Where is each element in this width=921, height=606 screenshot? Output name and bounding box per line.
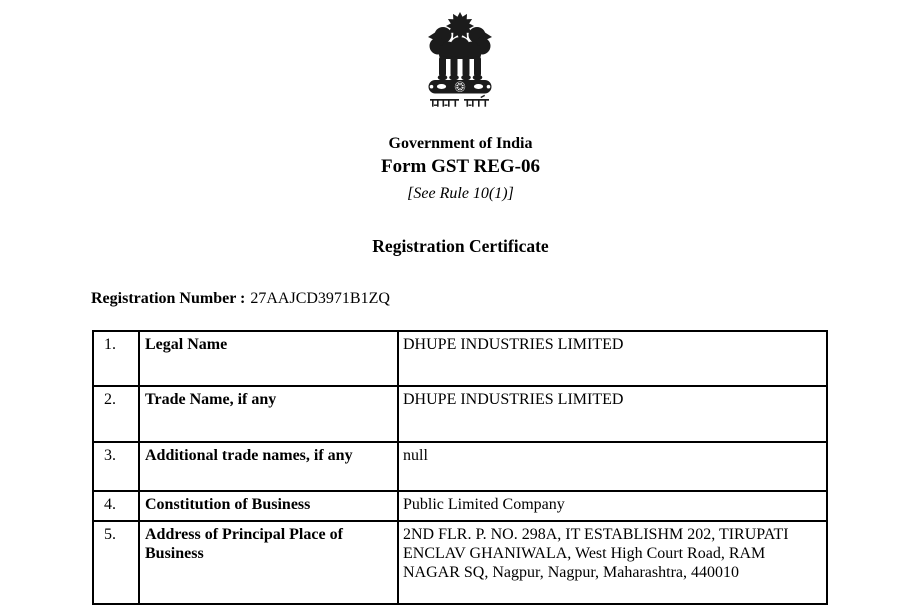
row-value: null bbox=[399, 443, 828, 492]
certificate-title: Registration Certificate bbox=[372, 236, 549, 256]
table-row-additional-trade-names bbox=[92, 443, 828, 492]
row-number: 4. bbox=[92, 492, 140, 522]
row-value: 2ND FLR. P. NO. 298A, IT ESTABLISHM 202, TIRUPATI ENCLAV GHANIWALA, West High Court Road, RAM NAGAR SQ, Nagpur, Nagpur, Maharashtra, 440010 bbox=[399, 522, 828, 605]
row-label: Additional trade names, if any bbox=[140, 443, 399, 492]
row-number: 5. bbox=[92, 522, 140, 605]
row-number: 1. bbox=[92, 330, 140, 387]
registration-number-label: Registration Number : bbox=[91, 290, 246, 307]
registration-number-value: 27AAJCD3971B1ZQ bbox=[250, 290, 390, 307]
registration-details-table bbox=[92, 330, 828, 605]
form-title: Form GST REG-06 bbox=[380, 156, 541, 177]
table-row-legal-name bbox=[92, 330, 828, 387]
table-row-principal-place-address bbox=[92, 522, 828, 605]
emblem-motto-text bbox=[499, 9, 500, 10]
table-row-constitution-of-business bbox=[92, 492, 828, 522]
row-label: Trade Name, if any bbox=[140, 387, 399, 443]
rule-reference: [See Rule 10(1)] bbox=[407, 185, 514, 202]
satyameva-jayate-motto bbox=[430, 95, 489, 107]
row-label: Address of Principal Place of Business bbox=[140, 522, 399, 605]
table-row-trade-name bbox=[92, 387, 828, 443]
india-state-emblem-icon bbox=[421, 9, 499, 109]
row-value: DHUPE INDUSTRIES LIMITED bbox=[399, 330, 828, 387]
emblem bbox=[421, 9, 499, 109]
row-number: 3. bbox=[92, 443, 140, 492]
row-number: 2. bbox=[92, 387, 140, 443]
row-value: DHUPE INDUSTRIES LIMITED bbox=[399, 387, 828, 443]
row-value: Public Limited Company bbox=[399, 492, 828, 522]
row-label: Legal Name bbox=[140, 330, 399, 387]
government-of-india-heading: Government of India bbox=[388, 135, 533, 152]
registration-number-line bbox=[91, 289, 390, 308]
row-label: Constitution of Business bbox=[140, 492, 399, 522]
